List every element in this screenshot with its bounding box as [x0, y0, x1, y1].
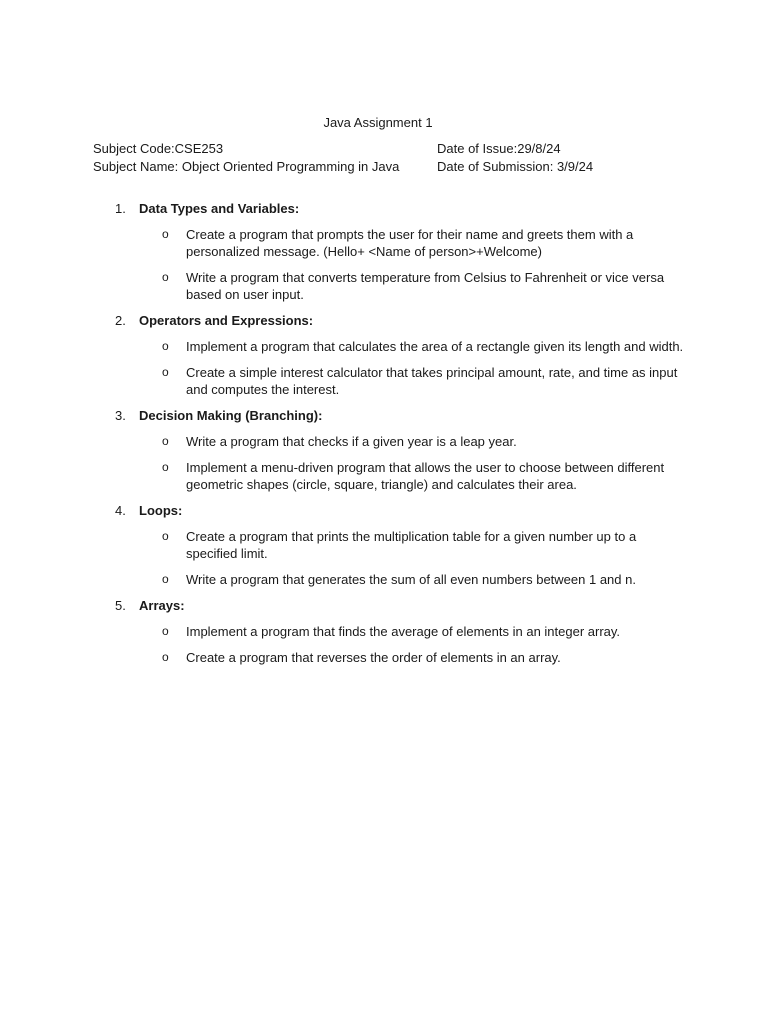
subject-code: Subject Code:CSE253 — [93, 141, 224, 156]
list-item-text: Implement a menu-driven program that allows the user to choose between different geometric shapes (circle, square, triangle) and calculates their area. — [186, 460, 665, 492]
section-title: Arrays: — [139, 598, 185, 613]
section-item — [0, 407, 768, 493]
section-heading — [0, 407, 768, 424]
section-item — [0, 312, 768, 398]
date-of-issue: Date of Issue:29/8/24 — [437, 141, 561, 156]
list-item-text: Create a simple interest calculator that takes principal amount, rate, and time as input and computes the interest. — [186, 365, 678, 397]
list-item-text: Write a program that converts temperature from Celsius to Fahrenheit or vice versa based on user input. — [186, 270, 665, 302]
bullet-marker: o — [162, 227, 169, 241]
list-item — [0, 649, 768, 666]
meta-row-name-submission — [93, 158, 713, 175]
list-item — [0, 433, 768, 450]
section-number: 2. — [115, 313, 126, 328]
section-title: Loops: — [139, 503, 183, 518]
meta-row-code-issue — [93, 140, 713, 157]
bullet-marker: o — [162, 529, 169, 543]
bullet-marker: o — [162, 650, 169, 664]
list-item-text: Implement a program that calculates the area of a rectangle given its length and width. — [186, 339, 684, 354]
section-number: 3. — [115, 408, 126, 423]
bullet-marker: o — [162, 572, 169, 586]
list-item-text: Create a program that reverses the order of elements in an array. — [186, 650, 561, 665]
bullet-marker: o — [162, 339, 169, 353]
bullet-marker: o — [162, 270, 169, 284]
list-item-text: Create a program that prints the multiplication table for a given number up to a specified limit. — [186, 529, 637, 561]
date-of-submission: Date of Submission: 3/9/24 — [437, 159, 594, 174]
bullet-marker: o — [162, 460, 169, 474]
list-item-text: Create a program that prompts the user for their name and greets them with a personalized message. (Hello+ <Name of person>+Welcome) — [186, 227, 634, 259]
list-item-text: Write a program that generates the sum of all even numbers between 1 and n. — [186, 572, 636, 587]
list-item — [0, 459, 768, 493]
section-heading — [0, 312, 768, 329]
bullet-marker: o — [162, 624, 169, 638]
list-item — [0, 338, 768, 355]
section-number: 5. — [115, 598, 126, 613]
assignment-sections — [0, 200, 768, 675]
list-item — [0, 571, 768, 588]
list-item-text: Write a program that checks if a given year is a leap year. — [186, 434, 517, 449]
section-heading — [0, 200, 768, 217]
section-item — [0, 200, 768, 303]
section-heading — [0, 502, 768, 519]
section-title: Data Types and Variables: — [139, 201, 300, 216]
section-heading — [0, 597, 768, 614]
section-item — [0, 597, 768, 666]
list-item — [0, 364, 768, 398]
section-item — [0, 502, 768, 588]
section-number: 4. — [115, 503, 126, 518]
section-title: Decision Making (Branching): — [139, 408, 323, 423]
subject-name: Subject Name: Object Oriented Programming in Java — [93, 159, 400, 174]
bullet-marker: o — [162, 365, 169, 379]
list-item — [0, 528, 768, 562]
list-item — [0, 269, 768, 303]
section-title: Operators and Expressions: — [139, 313, 314, 328]
bullet-marker: o — [162, 434, 169, 448]
document-title: Java Assignment 1 — [323, 115, 433, 130]
section-number: 1. — [115, 201, 126, 216]
list-item — [0, 226, 768, 260]
list-item-text: Implement a program that finds the average of elements in an integer array. — [186, 624, 621, 639]
list-item — [0, 623, 768, 640]
